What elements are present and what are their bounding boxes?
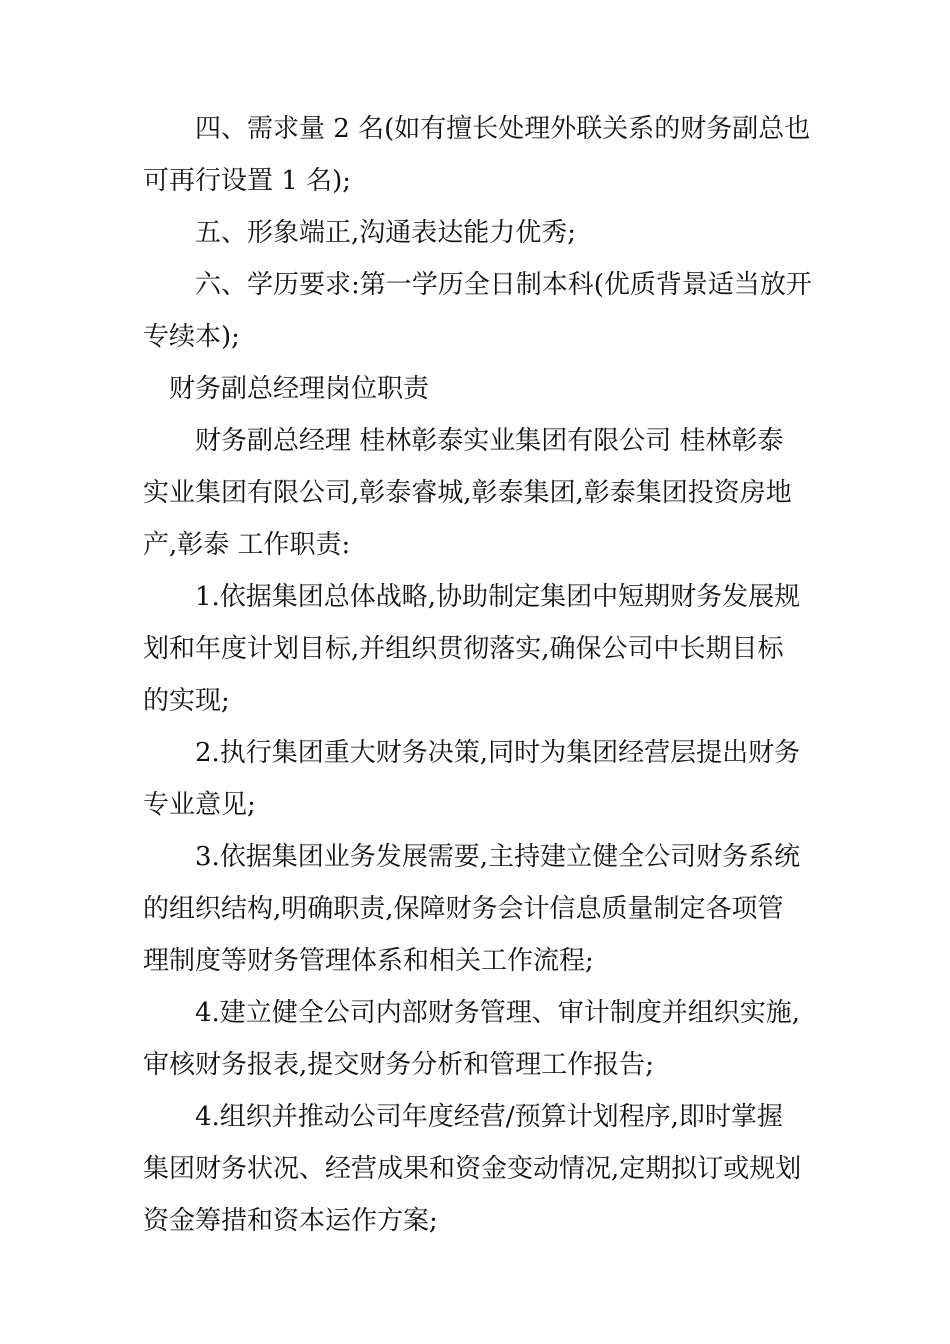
duty-3-line-1: 3.依据集团业务发展需要,主持建立健全公司财务系统 bbox=[195, 842, 801, 872]
duty-1-line-1: 1.依据集团总体战略,协助制定集团中短期财务发展规 bbox=[195, 582, 801, 612]
duty-1-line-2: 划和年度计划目标,并组织贯彻落实,确保公司中长期目标 bbox=[143, 634, 784, 664]
duty-4b-line-1: 4.组织并推动公司年度经营/预算计划程序,即时掌握 bbox=[195, 1102, 783, 1132]
duty-4b-line-3: 资金筹措和资本运作方案; bbox=[143, 1206, 438, 1236]
intro-line-2: 实业集团有限公司,彰泰睿城,彰泰集团,彰泰集团投资房地 bbox=[143, 478, 792, 508]
duty-2-line-2: 专业意见; bbox=[143, 790, 256, 820]
section-heading: 财务副总经理岗位职责 bbox=[169, 374, 430, 404]
duty-4a-line-2: 审核财务报表,提交财务分析和管理工作报告; bbox=[143, 1050, 655, 1080]
duty-3-line-2: 的组织结构,明确职责,保障财务会计信息质量制定各项管 bbox=[143, 894, 784, 924]
requirement-4-line-2: 可再行设置 1 名); bbox=[143, 166, 351, 196]
intro-line-3: 产,彰泰 工作职责: bbox=[143, 530, 351, 560]
duty-2-line-1: 2.执行集团重大财务决策,同时为集团经营层提出财务 bbox=[195, 738, 801, 768]
duty-1-line-3: 的实现; bbox=[143, 686, 230, 716]
requirement-6-line-1: 六、学历要求:第一学历全日制本科(优质背景适当放开 bbox=[195, 270, 812, 300]
requirement-4-line-1: 四、需求量 2 名(如有擅长处理外联关系的财务副总也 bbox=[195, 114, 811, 144]
duty-3-line-3: 理制度等财务管理体系和相关工作流程; bbox=[143, 946, 594, 976]
duty-4a-line-1: 4.建立健全公司内部财务管理、审计制度并组织实施, bbox=[195, 998, 801, 1028]
requirement-5-line: 五、形象端正,沟通表达能力优秀; bbox=[195, 218, 577, 248]
intro-line-1: 财务副总经理 桂林彰泰实业集团有限公司 桂林彰泰 bbox=[195, 426, 784, 456]
duty-4b-line-2: 集团财务状况、经营成果和资金变动情况,定期拟订或规划 bbox=[143, 1154, 802, 1184]
requirement-6-line-2: 专续本); bbox=[143, 322, 240, 352]
